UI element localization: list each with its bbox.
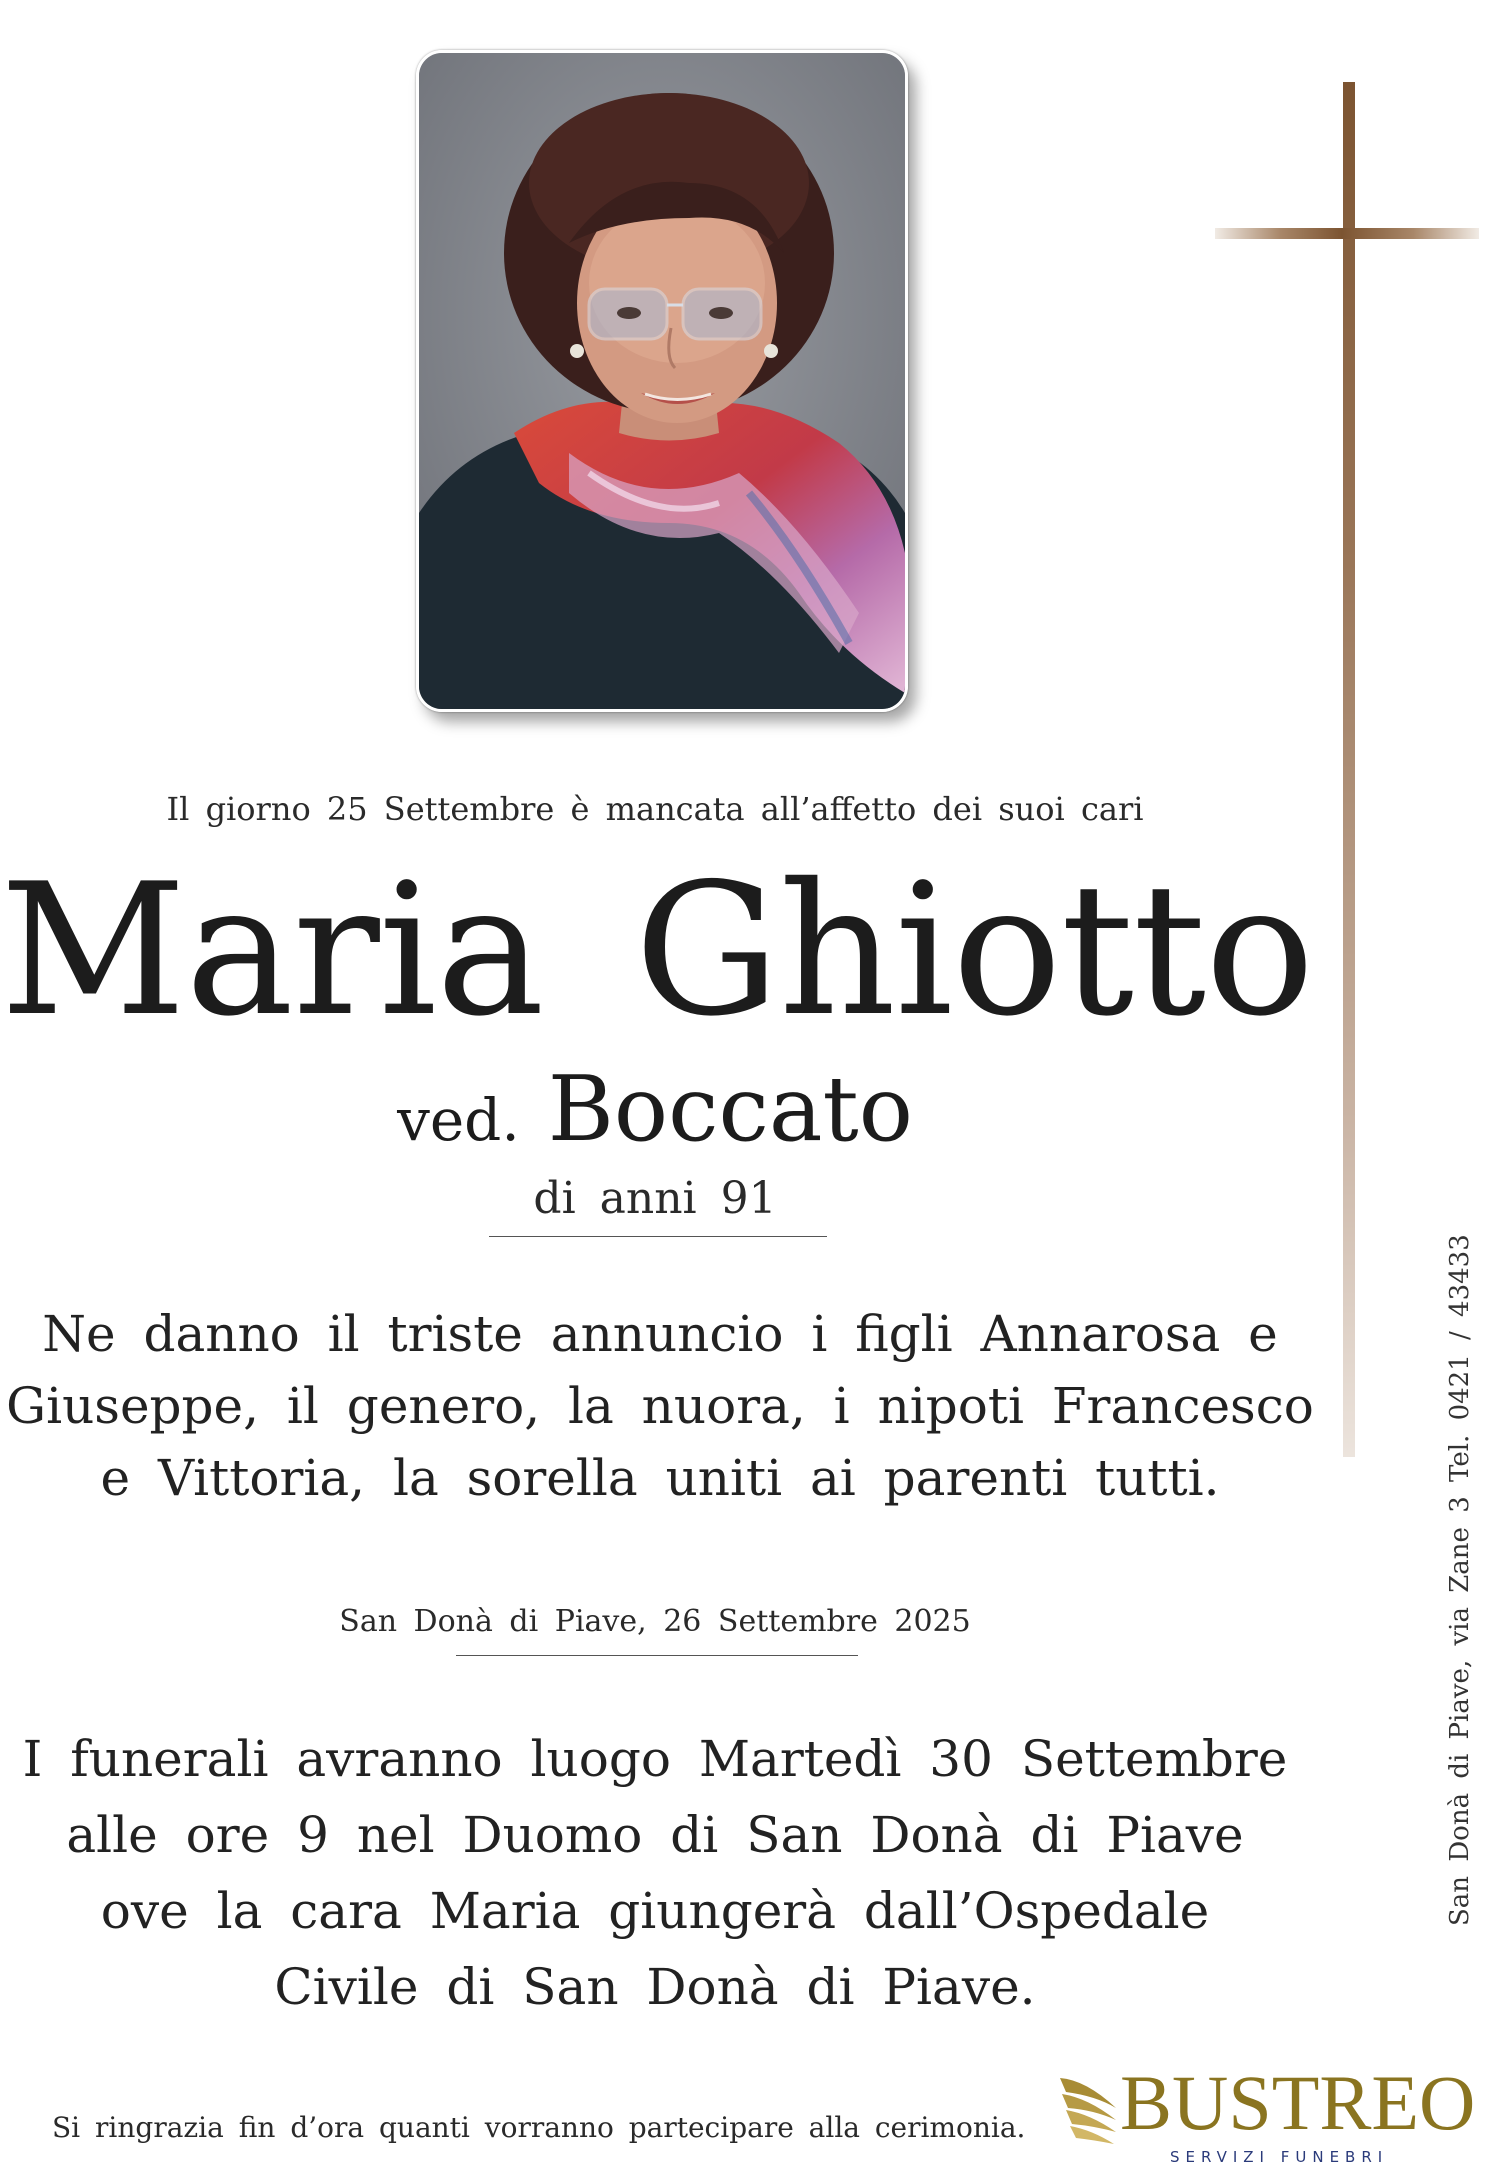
- funeral-line: Civile di San Donà di Piave.: [274, 1958, 1036, 2016]
- widow-prefix: ved.: [397, 1086, 520, 1154]
- cross-horizontal-bar: [1215, 228, 1479, 239]
- cross-vertical-bar: [1343, 82, 1355, 1457]
- agency-subtitle: SERVIZI FUNEBRI: [1170, 2148, 1389, 2166]
- agency-address: San Donà di Piave, via Zane 3 Tel. 0421 / 43433: [1445, 1234, 1475, 1926]
- place-date-divider: [456, 1655, 858, 1656]
- funeral-line: ove la cara Maria giungerà dall’Ospedale: [100, 1882, 1210, 1940]
- deceased-name: Maria Ghiotto: [0, 844, 1314, 1056]
- wing-icon: [1056, 2068, 1126, 2148]
- announcement-line: Giuseppe, il genero, la nuora, i nipoti Francesco: [6, 1377, 1314, 1435]
- funeral-paragraph: [0, 1721, 1310, 2025]
- agency-name: BUSTREO: [1120, 2059, 1476, 2146]
- place-date: San Donà di Piave, 26 Settembre 2025: [339, 1604, 971, 1639]
- age-text: di anni 91: [533, 1173, 777, 1224]
- portrait-photo: [416, 50, 908, 712]
- widow-name-row: [0, 1055, 1310, 1175]
- funeral-line: alle ore 9 nel Duomo di San Donà di Piave: [66, 1806, 1244, 1864]
- portrait-illustration: [419, 53, 905, 709]
- funeral-line: I funerali avranno luogo Martedì 30 Settembre: [22, 1730, 1288, 1788]
- age-divider: [489, 1236, 827, 1237]
- thanks-text: Si ringrazia fin d’ora quanti vorranno partecipare alla cerimonia.: [52, 2111, 1026, 2144]
- intro-text: Il giorno 25 Settembre è mancata all’affetto dei suoi cari: [166, 790, 1144, 828]
- announcement-line: Ne danno il triste annuncio i figli Annarosa e: [42, 1305, 1278, 1363]
- announcement-paragraph: [0, 1298, 1320, 1514]
- agency-logo: [1056, 2060, 1492, 2170]
- announcement-line: e Vittoria, la sorella uniti ai parenti tutti.: [100, 1449, 1220, 1507]
- widow-surname: Boccato: [547, 1057, 913, 1162]
